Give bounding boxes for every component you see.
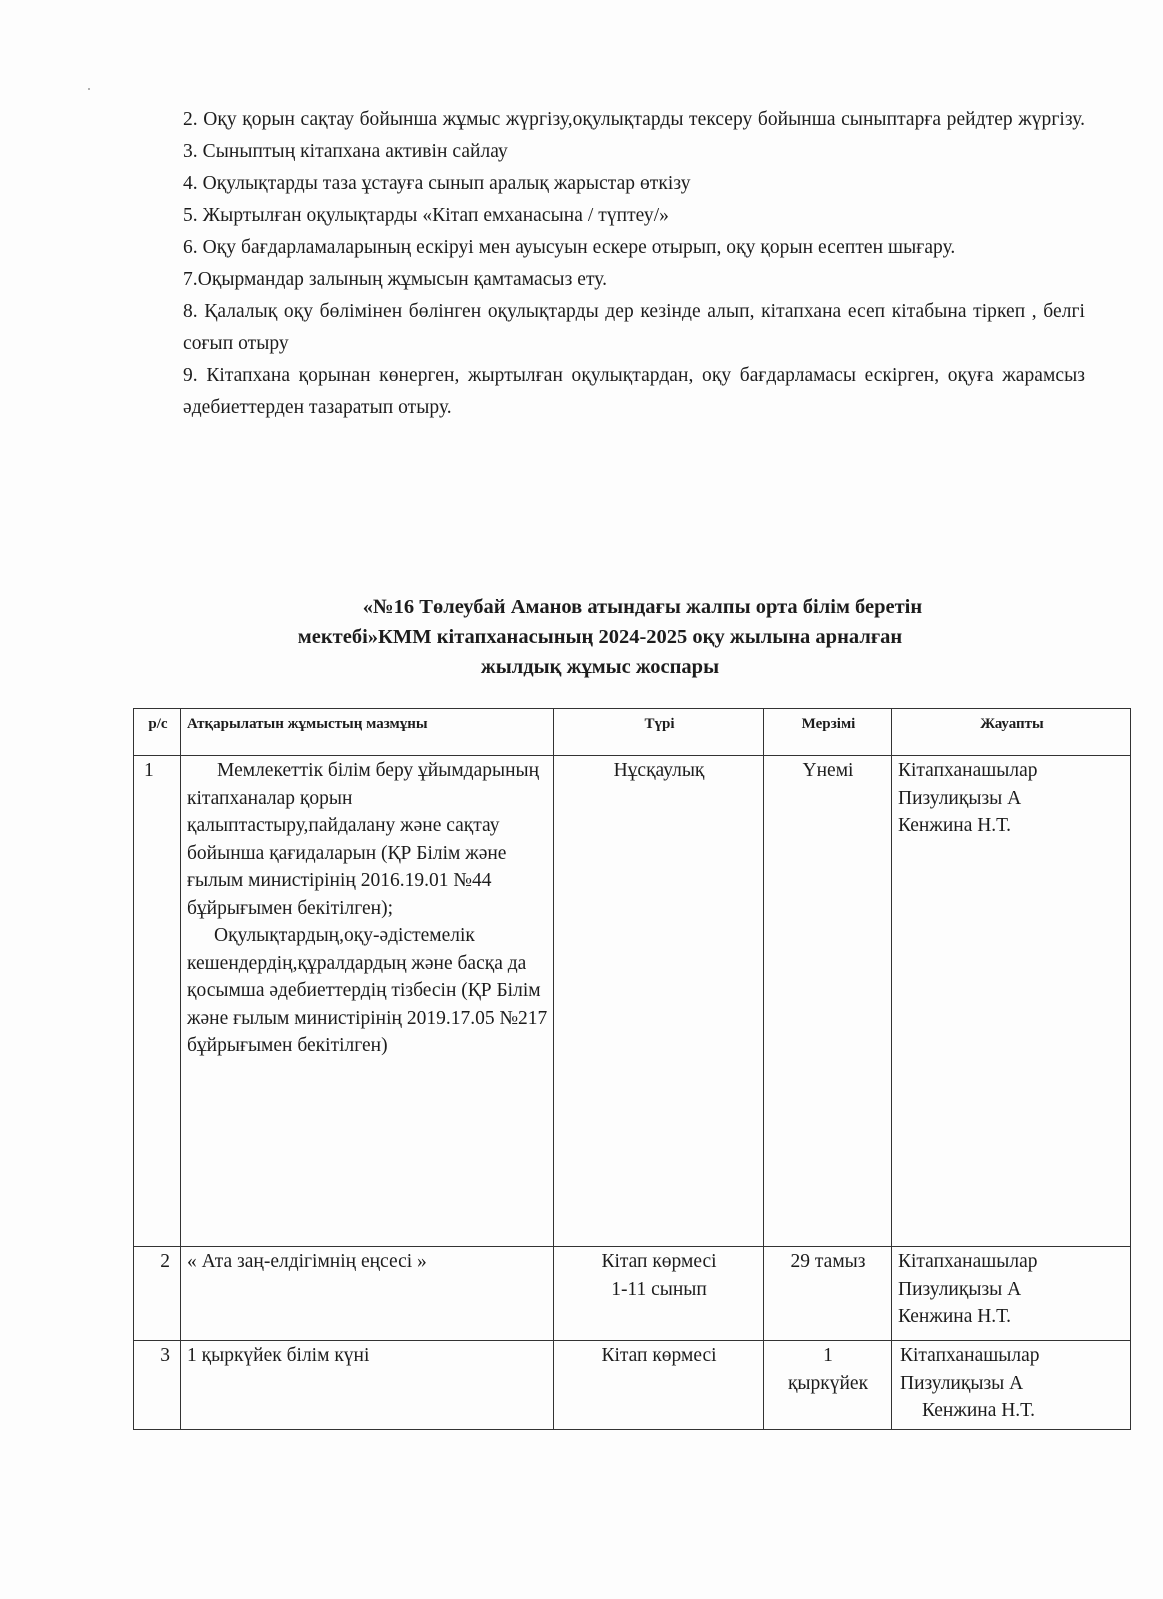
row-date bbox=[764, 1341, 892, 1430]
row-date: Үнемі bbox=[764, 756, 892, 1247]
title-line: жылдық жұмыс жоспары bbox=[480, 656, 720, 678]
table-header-row bbox=[134, 709, 1131, 756]
header-number: р/с bbox=[134, 709, 181, 756]
list-item: 6. Оқу бағдарламаларының ескіруі мен ауысуын ескере отырып, оқу қорын есептен шығару. bbox=[183, 237, 956, 258]
list-item: 7.Оқырмандар залының жұмысын қамтамасыз ету. bbox=[183, 269, 608, 290]
date-line: қыркүйек bbox=[787, 1372, 869, 1394]
row-type bbox=[554, 1247, 764, 1341]
row-content: « Ата заң-елдігімнің еңсесі » bbox=[181, 1247, 554, 1341]
responsible-line: Пизулиқызы А bbox=[898, 787, 1022, 809]
table-row bbox=[134, 1341, 1131, 1430]
list-item: 4. Оқулықтарды таза ұстауға сынып аралық жарыстар өткізу bbox=[183, 173, 691, 194]
content-paragraph: Оқулықтардың,оқу-әдістемелік кешендердің,құралдардың және басқа да қосымша әдебиеттердің тізбесін (ҚР Білім және ғылым министірінің 2019.17.05 №217 бұйрығымен бекітілген) bbox=[187, 925, 548, 1056]
header-type: Түрі bbox=[554, 709, 764, 756]
row-number: 2 bbox=[134, 1247, 181, 1341]
responsible-line: Пизулиқызы А bbox=[898, 1278, 1022, 1300]
responsible-line: Кенжина Н.Т. bbox=[898, 1306, 1012, 1327]
title-line: мектебі»КММ кітапханасының 2024-2025 оқу жылына арналған bbox=[297, 626, 903, 648]
responsible-line: Кітапханашылар bbox=[898, 760, 1038, 781]
list-item: 8. Қалалық оқу бөлімінен бөлінген оқулықтарды дер кезінде алып, кітапхана есеп кітабына тіркеп , белгі соғып отыру bbox=[183, 301, 1085, 354]
list-item: 3. Сыныптың кітапхана активін сайлау bbox=[183, 141, 508, 162]
row-date: 29 тамыз bbox=[764, 1247, 892, 1341]
row-type: Кітап көрмесі bbox=[554, 1341, 764, 1430]
header-date: Мерзімі bbox=[764, 709, 892, 756]
table-row bbox=[134, 756, 1131, 1247]
responsible-line: Кітапханашылар bbox=[898, 1251, 1038, 1272]
row-content bbox=[181, 756, 554, 1247]
type-line: 1-11 сынып bbox=[611, 1278, 707, 1300]
task-list bbox=[183, 104, 1085, 424]
responsible-line: Кітапханашылар bbox=[900, 1345, 1040, 1366]
scan-speck bbox=[88, 88, 90, 90]
header-responsible: Жауапты bbox=[892, 709, 1131, 756]
list-item: 9. Кітапхана қорынан көнерген, жыртылған оқулықтардан, оқу бағдарламасы ескірген, оқуға жарамсыз әдебиеттерден тазаратып отыру. bbox=[183, 365, 1085, 418]
responsible-line: Кенжина Н.Т. bbox=[898, 815, 1012, 836]
responsible-line: Кенжина Н.Т. bbox=[922, 1400, 1036, 1421]
list-item: 2. Оқу қорын сақтау бойынша жұмыс жүргізу,оқулықтарды тексеру бойынша сыныптарға рейдтер жүргізу. bbox=[183, 109, 1085, 130]
date-line: 1 bbox=[823, 1345, 833, 1366]
row-number: 1 bbox=[134, 756, 181, 1247]
work-plan-table bbox=[133, 708, 1131, 1430]
header-content: Атқарылатын жұмыстың мазмұны bbox=[181, 709, 554, 756]
row-responsible bbox=[892, 1247, 1131, 1341]
table-row bbox=[134, 1247, 1131, 1341]
list-item: 5. Жыртылған оқулықтарды «Кітап емханасына / түптеу/» bbox=[183, 205, 669, 226]
plan-title bbox=[200, 592, 1000, 682]
content-paragraph: Мемлекеттік білім беру ұйымдарының кітапханалар қорын қалыптастыру,пайдалану және сақтау бойынша қағидаларын (ҚР Білім және ғылым министірінің 2016.19.01 №44 бұйрығымен бекітілген); bbox=[187, 760, 540, 919]
row-type: Нұсқаулық bbox=[554, 756, 764, 1247]
row-content: 1 қыркүйек білім күні bbox=[181, 1341, 554, 1430]
title-line: «№16 Төлеубай Аманов атындағы жалпы орта білім беретін bbox=[362, 596, 923, 618]
row-responsible bbox=[892, 756, 1131, 1247]
type-line: Кітап көрмесі bbox=[601, 1251, 717, 1272]
row-number: 3 bbox=[134, 1341, 181, 1430]
responsible-line: Пизулиқызы А bbox=[900, 1372, 1024, 1394]
row-responsible bbox=[892, 1341, 1131, 1430]
